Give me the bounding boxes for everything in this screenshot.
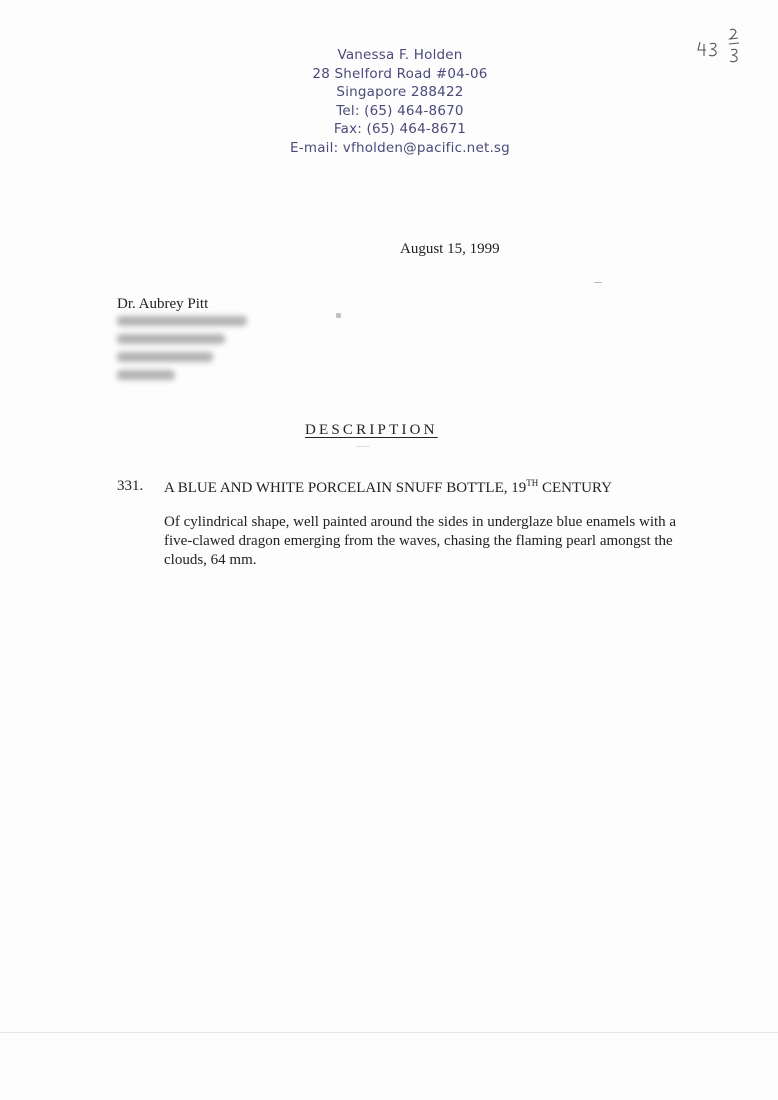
lot-title-end: CENTURY [538, 480, 612, 496]
lot-title-superscript: TH [526, 478, 539, 488]
lot-number: 331. [117, 478, 144, 494]
redacted-address-block [117, 316, 257, 388]
sender-address-line-2: Singapore 288422 [336, 84, 464, 100]
lot-title [164, 478, 612, 497]
sender-fax: Fax: (65) 464-8671 [333, 121, 467, 137]
scan-edge-line [0, 1032, 778, 1033]
lot-description: Of cylindrical shape, well painted around the sides in underglaze blue enamels with a five-clawed dragon emerging from the waves, chasing the flaming pearl amongst the clouds, 64 mm. [164, 514, 677, 568]
sender-telephone: Tel: (65) 464-8670 [336, 102, 464, 119]
lot-title-main: A BLUE AND WHITE PORCELAIN SNUFF BOTTLE, 19 [164, 480, 527, 496]
document-heading: DESCRIPTION [305, 422, 438, 438]
sender-address-line-1: 28 Shelford Road #04-06 [312, 65, 488, 82]
sender-email: E-mail: vfholden@pacific.net.sg [290, 139, 510, 156]
letterhead [250, 46, 550, 157]
letter-date: August 15, 1999 [400, 241, 500, 257]
scan-speck [594, 282, 602, 283]
sender-name: Vanessa F. Holden [337, 47, 463, 63]
recipient-name: Dr. Aubrey Pitt [117, 296, 209, 312]
scan-speck [336, 313, 341, 318]
handwritten-note [694, 26, 758, 74]
scan-speck [356, 446, 370, 447]
